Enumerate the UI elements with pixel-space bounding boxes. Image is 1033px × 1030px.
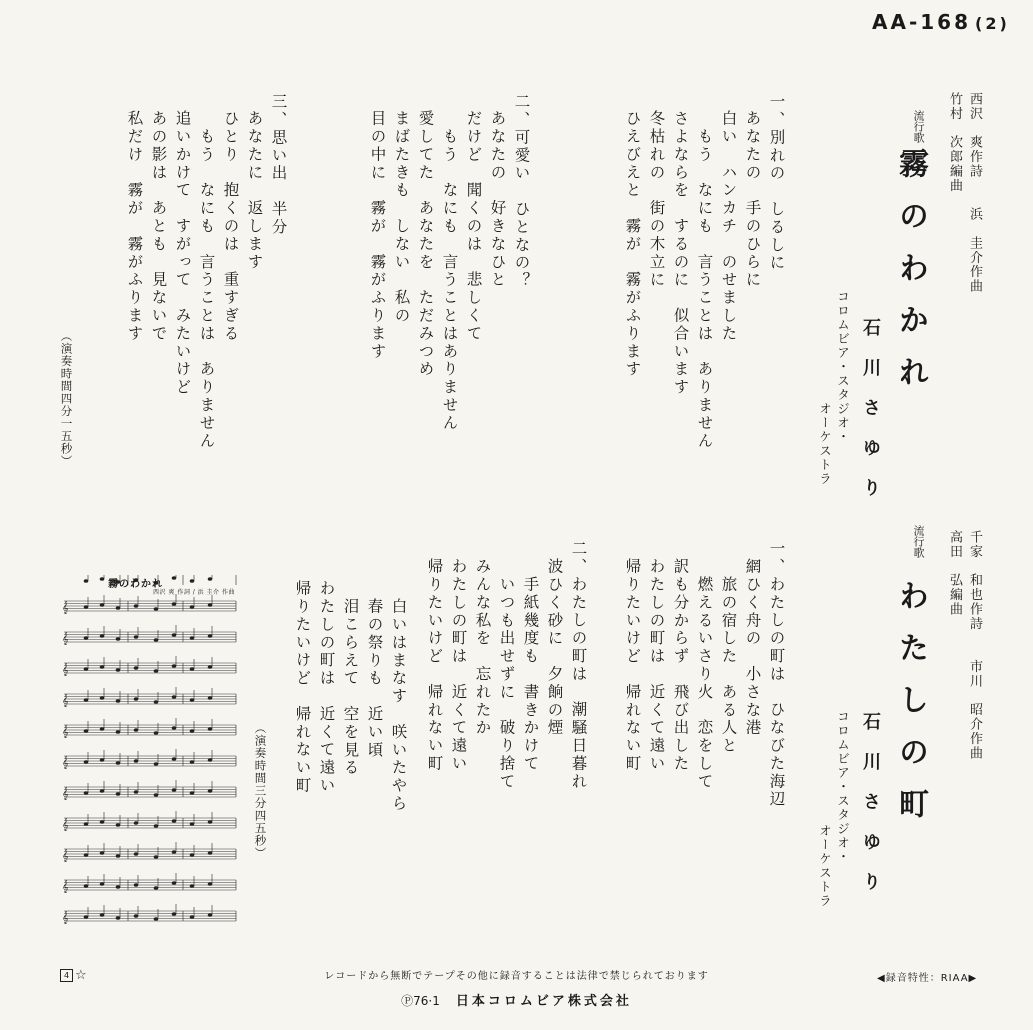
company-line xyxy=(0,990,1033,1009)
lyric-line: あなたの 手のひらに xyxy=(743,110,762,289)
mark-box: 4 xyxy=(60,969,73,982)
catalog-code: AA-168 xyxy=(872,10,972,34)
lyric-line: 白い ハンカチ のせました xyxy=(719,110,738,343)
lyric-line: もう なにも 言うことは ありません xyxy=(197,110,216,451)
lyric-line: 愛してた あなたを ただみつめ xyxy=(416,110,435,379)
lyric-line: ひとり 抱くのは 重すぎる xyxy=(221,110,240,343)
lyric-line: 二、わたしの町は 潮騒日暮れ xyxy=(569,540,588,791)
release-code: Ⓟ76·1 xyxy=(401,994,440,1008)
lyric-line: 網ひく舟の 小さな港 xyxy=(743,558,762,737)
lyric-line: 旅の宿した ある人と xyxy=(719,558,738,755)
score-title: 霧のわかれ xyxy=(108,579,163,590)
svg-text:𝄞: 𝄞 xyxy=(62,818,69,831)
lyric-line: 春の祭りも 近い頃 xyxy=(365,598,384,760)
lyric-line: 波ひく砂に 夕餉の煙 xyxy=(545,558,564,737)
svg-text:𝄞: 𝄞 xyxy=(62,601,69,614)
song2-artist: 石川さゆり xyxy=(860,712,881,912)
lyric-line: さよならを するのに 似合います xyxy=(671,110,690,397)
catalog-number xyxy=(872,10,1010,34)
company-name: 日本コロムビア株式会社 xyxy=(455,994,632,1009)
svg-text:𝄞: 𝄞 xyxy=(62,725,69,738)
lyric-line: 三、思い出 半分 xyxy=(269,93,288,237)
svg-text:𝄞: 𝄞 xyxy=(62,632,69,645)
svg-text:𝄞: 𝄞 xyxy=(62,849,69,862)
lyric-line: 冬枯れの 街の木立に xyxy=(647,110,666,289)
lyric-line: ひえびえと 霧が 霧がふります xyxy=(623,110,642,379)
song1-duration: （演奏時間四分一五秒） xyxy=(59,330,74,468)
svg-text:𝄞: 𝄞 xyxy=(62,663,69,676)
song1-title: 霧のわかれ xyxy=(893,148,928,408)
star-icon: ☆ xyxy=(75,968,87,983)
lyric-line: まばたきも しない 私の xyxy=(392,110,411,325)
svg-text:𝄞: 𝄞 xyxy=(62,787,69,800)
lyric-line: わたしの町は 近くて遠い xyxy=(317,580,336,795)
lyric-line: 帰りたいけど 帰れない町 xyxy=(293,580,312,795)
song1-orchestra-1: コロムビア・スタジオ・ xyxy=(835,290,851,444)
song2-credit-line-2: 高田 弘編曲 xyxy=(947,530,962,617)
song2-genre: 流行歌 xyxy=(912,525,925,558)
song2-duration: （演奏時間三分四五秒） xyxy=(253,722,268,860)
music-staves-image xyxy=(58,575,240,935)
song2-title: わたしの町 xyxy=(893,580,928,840)
lyric-line: 訳も分からず 飛び出した xyxy=(671,558,690,773)
lyric-line: 目の中に 霧が 霧がふります xyxy=(368,110,387,361)
lyric-line: 燃えるいさり火 恋をして xyxy=(695,558,714,791)
lyric-line: 一、わたしの町は ひなびた海辺 xyxy=(767,540,786,809)
svg-text:𝄞: 𝄞 xyxy=(62,911,69,924)
score-credit: 西沢 爽 作詞 / 浜 圭介 作曲 xyxy=(153,589,235,596)
song1-orchestra-2: オーケストラ xyxy=(817,402,833,486)
lyric-line: 帰りたいけど 帰れない町 xyxy=(425,558,444,773)
lyric-line: 追いかけて すがって みたいけど xyxy=(173,110,192,397)
svg-text:𝄞: 𝄞 xyxy=(62,694,69,707)
lyric-line: だけど 聞くのは 悲しくて xyxy=(464,110,483,343)
lyric-line: もう なにも 言うことはありません xyxy=(440,110,459,433)
lyric-line: みんな私を 忘れたか xyxy=(473,558,492,737)
song2-orchestra-2: オーケストラ xyxy=(817,824,833,908)
song1-artist: 石川さゆり xyxy=(860,318,881,518)
lyric-line: わたしの町は 近くて遠い xyxy=(449,558,468,773)
copyright-notice: レコードから無断でテープその他に録音することは法律で禁じられております xyxy=(324,971,709,982)
lyric-line: わたしの町は 近くて遠い xyxy=(647,558,666,773)
side-number: (2) xyxy=(975,14,1010,33)
lyric-line: 私だけ 霧が 霧がふります xyxy=(125,110,144,343)
lyric-line: もう なにも 言うことは ありません xyxy=(695,110,714,451)
song2-credit-line-1: 千家 和也作詩 市川 昭介作曲 xyxy=(967,530,982,761)
lyric-line: 白いはまなす 咲いたやら xyxy=(389,598,408,813)
svg-text:𝄞: 𝄞 xyxy=(62,756,69,769)
song2-orchestra-1: コロムビア・スタジオ・ xyxy=(835,710,851,864)
lyric-line: あの影は あとも 見ないで xyxy=(149,110,168,343)
song1-credit-line-2: 竹村 次郎編曲 xyxy=(947,92,962,193)
song1-credit-line-1: 西沢 爽作詩 浜 圭介作曲 xyxy=(967,92,982,294)
recording-characteristic: ◀録音特性：RIAA▶ xyxy=(877,973,978,984)
lyric-line: 泪こらえて 空を見る xyxy=(341,598,360,777)
lyric-line: 帰りたいけど 帰れない町 xyxy=(623,558,642,773)
song1-genre: 流行歌 xyxy=(912,110,925,143)
lyric-line: あなたに 返します xyxy=(245,110,264,272)
lyric-line: 一、別れの しるしに xyxy=(767,93,786,272)
sheet-music-score xyxy=(58,575,240,935)
lyric-line: いつも出せずに 破り捨て xyxy=(497,558,516,791)
lyric-line: あなたの 好きなひと xyxy=(488,110,507,289)
lyric-line: 二、可愛い ひとなの？ xyxy=(512,93,531,290)
lyric-line: 手紙幾度も 書きかけて xyxy=(521,558,540,773)
svg-text:𝄞: 𝄞 xyxy=(62,880,69,893)
